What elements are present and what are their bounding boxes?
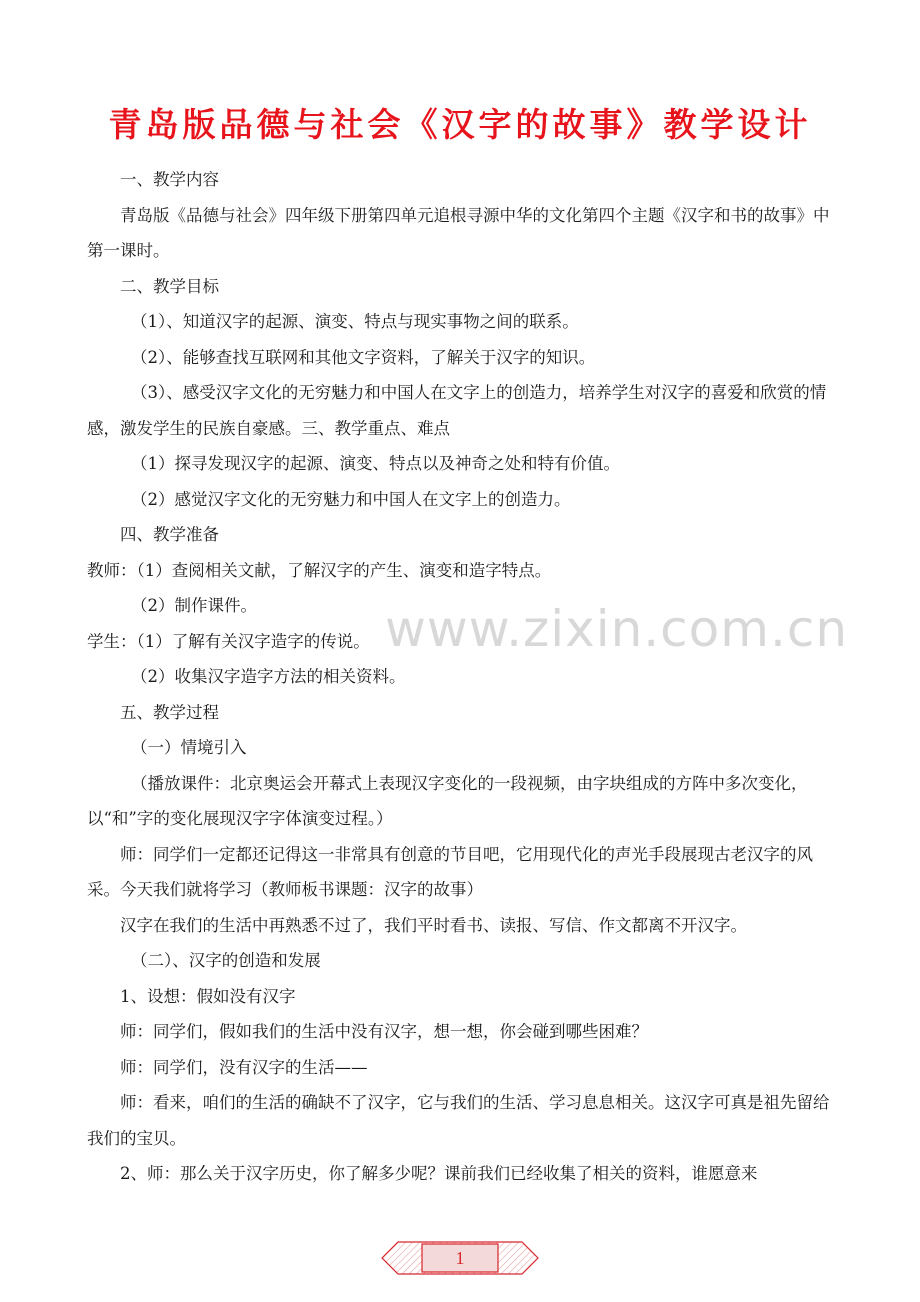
paragraph: 师：看来，咱们的生活的确缺不了汉字，它与我们的生活、学习息息相关。这汉字可真是祖先留给我们的宝贝。 xyxy=(87,1093,830,1148)
paragraph: （1）探寻发现汉字的起源、演变、特点以及神奇之处和特有价值。 xyxy=(131,454,620,473)
paragraph: 教师：（1）查阅相关文献，了解汉字的产生、演变和造字特点。 xyxy=(87,560,552,580)
paragraph: 青岛版《品德与社会》四年级下册第四单元追根寻源中华的文化第四个主题《汉字和书的故事》中第一课时。 xyxy=(87,205,830,260)
paragraph: （2）感觉汉字文化的无穷魅力和中国人在文字上的创造力。 xyxy=(131,489,571,509)
paragraph: 师：同学们，假如我们的生活中没有汉字，想一想，你会碰到哪些困难？ xyxy=(120,1022,648,1041)
paragraph: （3）、感受汉字文化的无穷魅力和中国人在文字上的创造力，培养学生对汉字的喜爱和欣赏的情感，激发学生的民族自豪感。三、教学重点、难点 xyxy=(87,383,827,438)
subsection-heading: （二）、汉字的创造和发展 xyxy=(131,951,321,970)
paragraph: （2）、能够查找互联网和其他文字资料，了解关于汉字的知识。 xyxy=(131,347,596,367)
paragraph: 1、设想：假如没有汉字 xyxy=(120,986,296,1006)
watermark: www.zixin.com.cn xyxy=(385,600,849,658)
paragraph: 师：同学们，没有汉字的生活—— xyxy=(120,1057,368,1077)
paragraph: （1）、知道汉字的起源、演变、特点与现实事物之间的联系。 xyxy=(131,312,579,331)
paragraph: 2、师：那么关于汉字历史，你了解多少呢？课前我们已经收集了相关的资料，谁愿意来 xyxy=(120,1164,758,1183)
paragraph: 师：同学们一定都还记得这一非常具有创意的节目吧，它用现代化的声光手段展现古老汉字的风采。今天我们就将学习（教师板书课题：汉字的故事） xyxy=(87,844,813,899)
paragraph: 学生：（1）了解有关汉字造字的传说。 xyxy=(87,631,370,651)
subsection-heading: （一）情境引入 xyxy=(131,738,247,757)
section-heading: 四、教学准备 xyxy=(120,525,219,544)
page-number: 1 xyxy=(455,1248,465,1268)
section-heading: 五、教学过程 xyxy=(120,702,219,722)
document-title: 青岛版品德与社会《汉字的故事》教学设计 xyxy=(108,105,812,144)
paragraph: 汉字在我们的生活中再熟悉不过了，我们平时看书、读报、写信、作文都离不开汉字。 xyxy=(120,915,747,935)
section-heading: 二、教学目标 xyxy=(120,276,219,296)
section-heading: 一、教学内容 xyxy=(120,170,219,189)
paragraph: （2）收集汉字造字方法的相关资料。 xyxy=(131,667,406,686)
page-number-badge xyxy=(380,1232,540,1284)
paragraph: （2）制作课件。 xyxy=(131,596,257,615)
document-body xyxy=(87,162,837,1192)
paragraph: （播放课件：北京奥运会开幕式上表现汉字变化的一段视频，由字块组成的方阵中多次变化，以“和”字的变化展现汉字字体演变过程。） xyxy=(87,773,808,828)
